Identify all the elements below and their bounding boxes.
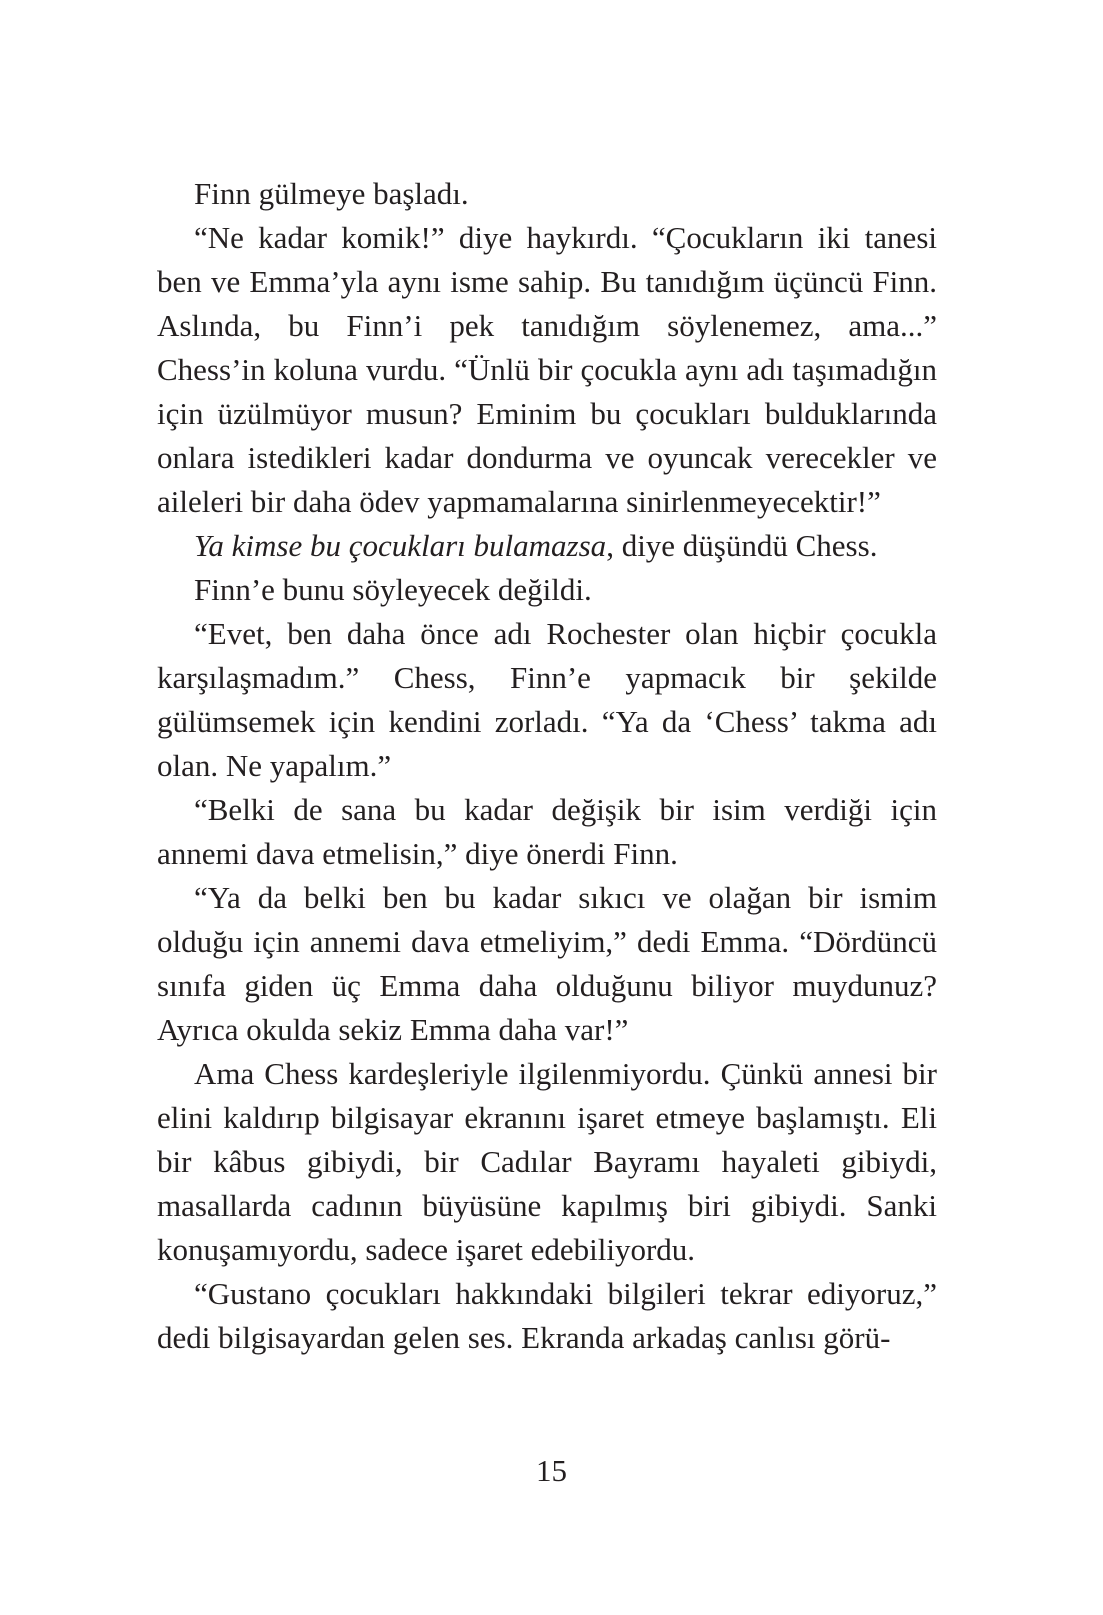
paragraph: Finn gülmeye başladı. bbox=[194, 176, 469, 211]
paragraph: “Gustano çocukları hakkındaki bilgileri tekrar ediyoruz,” dedi bilgisayardan gelen ses. Ekranda arkadaş canlısı görü- bbox=[157, 1276, 937, 1355]
page-number: 15 bbox=[536, 1453, 567, 1488]
paragraph: “Ya da belki ben bu kadar sıkıcı ve olağan bir ismim olduğu için annemi dava etmeliyim,” dedi Emma. “Dördüncü sınıfa giden üç Emma daha olduğunu biliyor muydunuz? Ayrıca okulda sekiz Emma daha var!” bbox=[157, 880, 937, 1047]
paragraph bbox=[157, 524, 937, 568]
paragraph: “Evet, ben daha önce adı Rochester olan hiçbir çocukla karşılaşmadım.” Chess, Finn’e yapmacık bir şekilde gülümsemek için kendini zorladı. “Ya da ‘Chess’ takma adı olan. Ne yapalım.” bbox=[157, 616, 937, 783]
italic-thought: Ya kimse bu çocukları bulamazsa bbox=[194, 528, 607, 563]
paragraph: Ama Chess kardeşleriyle ilgilenmiyordu. Çünkü annesi bir elini kaldırıp bilgisayar ekranını işaret etmeye başlamıştı. Eli bir kâbus gibiydi, bir Cadılar Bayramı hayaleti gibiydi, masallarda cadının büyüsüne kapılmış biri gibiydi. Sanki konuşamıyordu, sadece işaret edebiliyordu. bbox=[157, 1056, 937, 1267]
body-text bbox=[157, 172, 937, 1360]
paragraph: “Belki de sana bu kadar değişik bir isim verdiği için annemi dava etmelisin,” diye önerdi Finn. bbox=[157, 792, 937, 871]
paragraph: “Ne kadar komik!” diye haykırdı. “Çocukların iki tanesi ben ve Emma’yla aynı isme sahip. Bu tanıdığım üçüncü Finn. Aslında, bu Finn’i pek tanıdığım söylenemez, ama...” Chess’in koluna vurdu. “Ünlü bir çocukla aynı adı taşımadığın için üzülmüyor musun? Eminim bu çocukları bulduklarında onlara istedikleri kadar dondurma ve oyuncak verecekler ve aileleri bir daha ödev yapmamalarına sinirlenmeyecektir!” bbox=[157, 220, 937, 519]
paragraph: Finn’e bunu söyleyecek değildi. bbox=[194, 572, 592, 607]
paragraph-rest: , diye düşündü Chess. bbox=[606, 528, 878, 563]
